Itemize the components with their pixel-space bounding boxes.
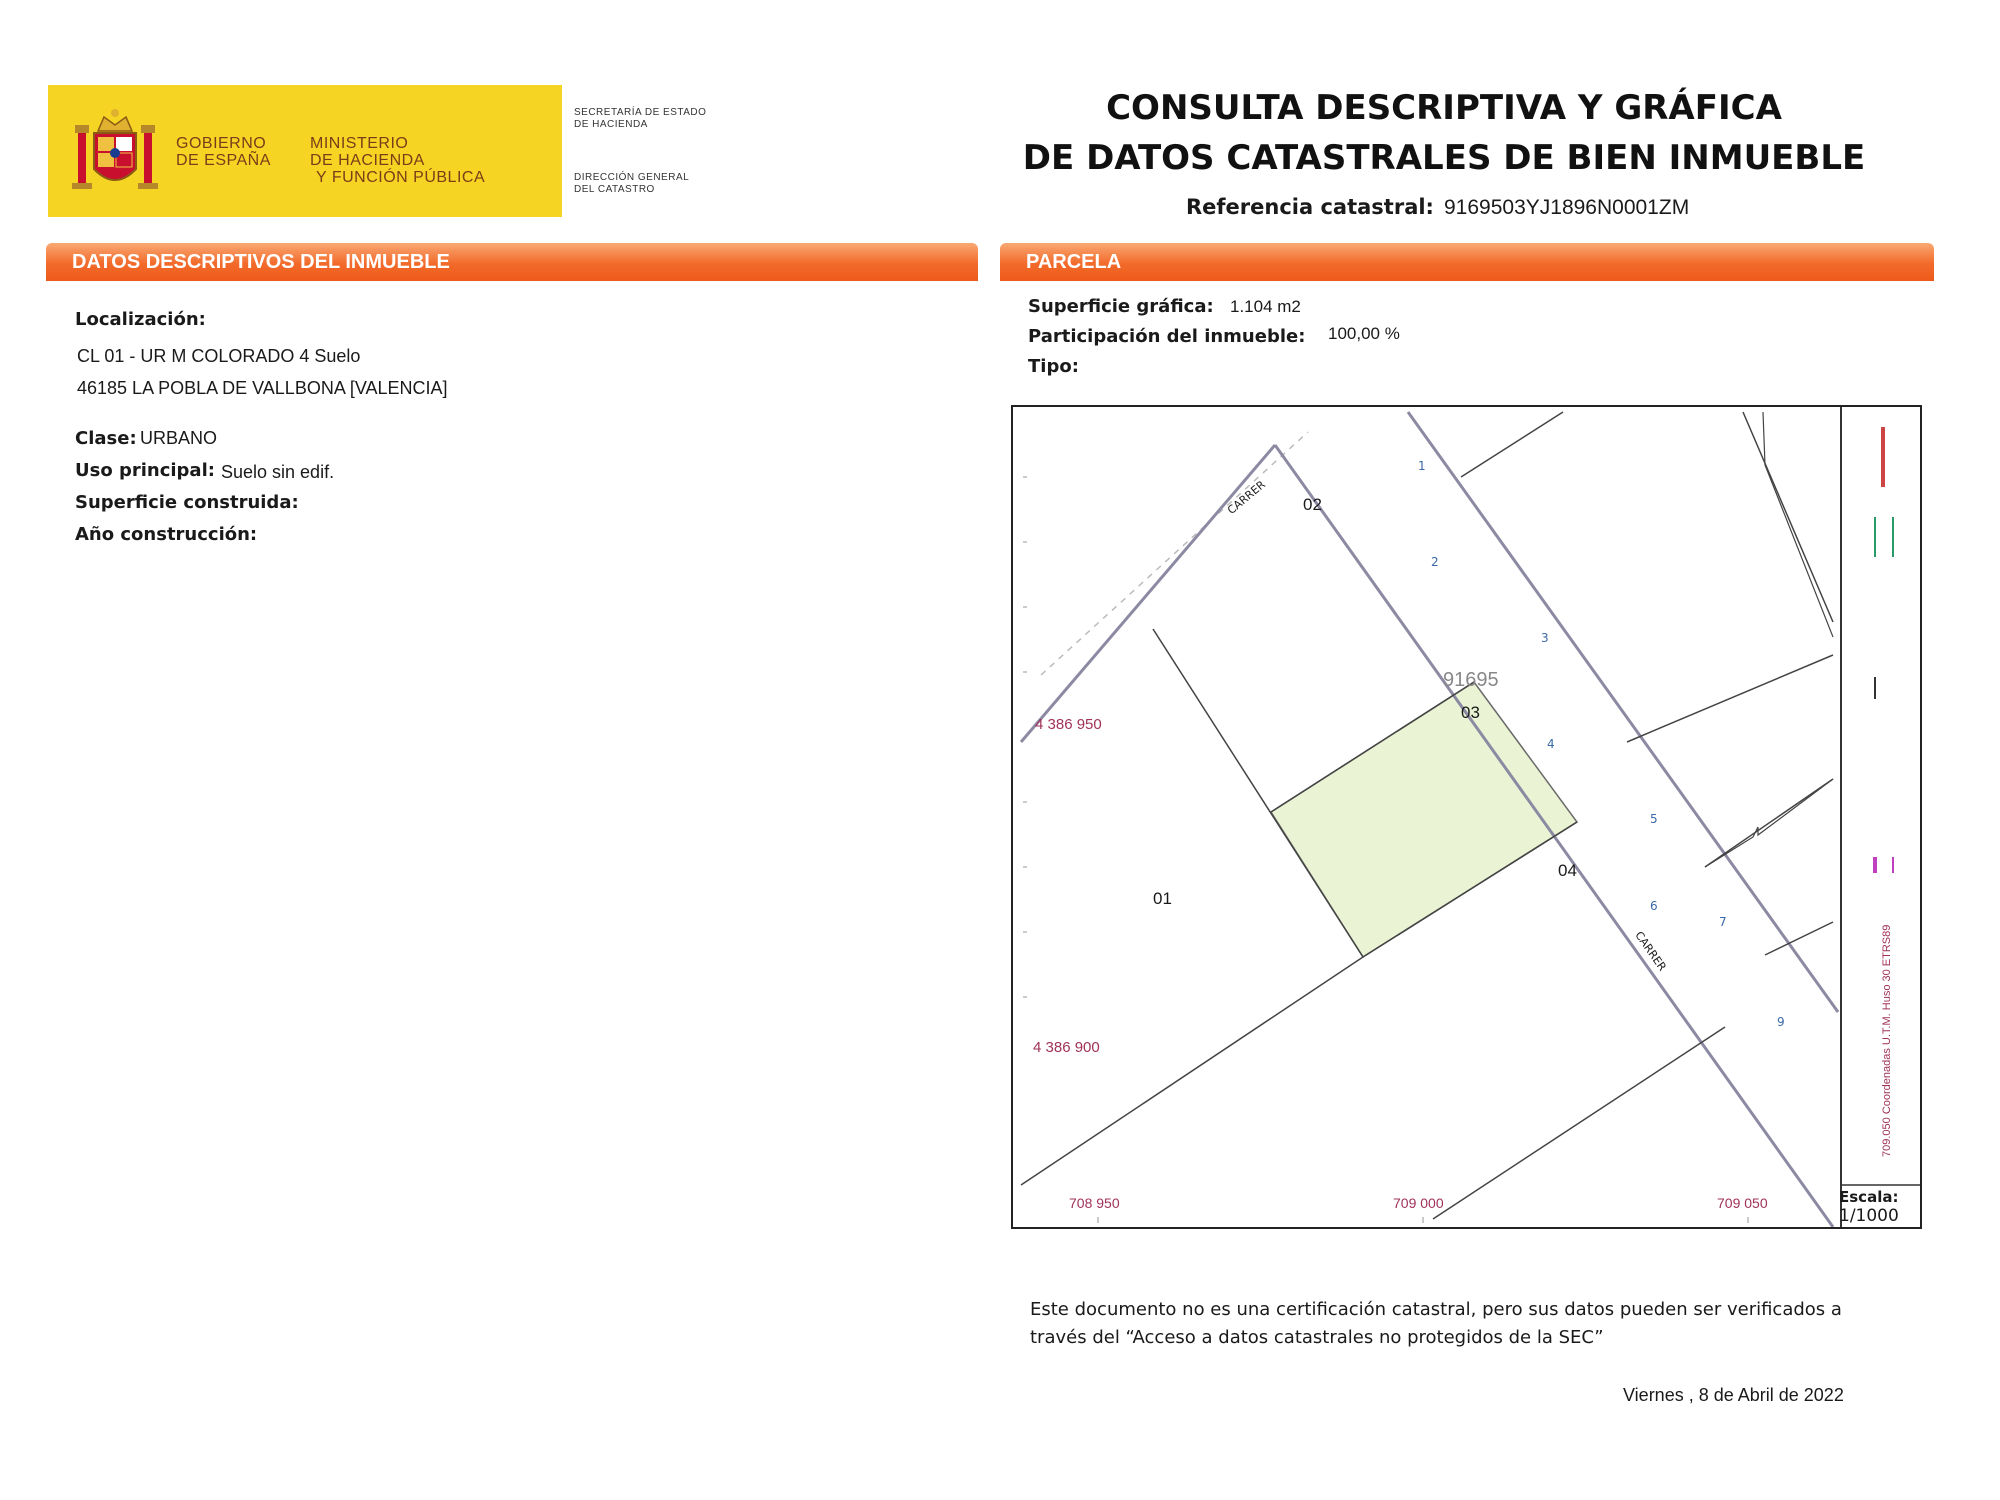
ministry-line3: Y FUNCIÓN PÚBLICA	[316, 169, 486, 186]
tipo-label: Tipo:	[1028, 356, 1079, 377]
legend-coord-text: 709.050 Coordenadas U.T.M. Huso 30 ETRS89	[1881, 924, 1893, 1157]
parcel-line	[1765, 922, 1833, 955]
street-edge-north	[1021, 445, 1275, 742]
scale-value: 1/1000	[1839, 1206, 1899, 1226]
reference-line	[1041, 432, 1308, 675]
participacion-label: Participación del inmueble:	[1028, 326, 1306, 347]
street-number: 3	[1541, 631, 1549, 645]
street-number: 1	[1418, 459, 1426, 473]
descriptive-band-title: DATOS DESCRIPTIVOS DEL INMUEBLE	[72, 251, 450, 273]
parcela-band-title: PARCELA	[1026, 251, 1122, 273]
clase-value: URBANO	[140, 428, 218, 448]
ministry-text	[310, 135, 485, 186]
address-line1: CL 01 - UR M COLORADO 4 Suelo	[77, 346, 361, 366]
street-number: 6	[1650, 899, 1658, 913]
scale-box	[1839, 1188, 1899, 1226]
direccion-text	[574, 172, 689, 196]
parcel-line	[1743, 412, 1833, 622]
uso-value: Suelo sin edif.	[221, 462, 335, 482]
participacion-value: 100,00 %	[1328, 324, 1400, 343]
cadastral-map	[1011, 405, 1922, 1229]
block-id: 91695	[1443, 669, 1499, 691]
map-drawing	[1013, 407, 1920, 1227]
street-label-east: CARRER	[1632, 929, 1669, 974]
street-label-north: CARRER	[1225, 478, 1268, 517]
page-title-line2: DE DATOS CATASTRALES DE BIEN INMUEBLE	[1022, 138, 1866, 178]
superficie-construida-label: Superficie construida:	[75, 492, 299, 513]
parcel-line	[1433, 1027, 1725, 1219]
secretaria-line1: SECRETARÍA DE ESTADO	[574, 107, 707, 118]
ministry-line1: MINISTERIO	[310, 135, 409, 152]
street-number: 5	[1650, 812, 1658, 826]
parcel-line	[1705, 779, 1833, 867]
localizacion-label: Localización:	[75, 309, 206, 330]
ref-label: Referencia catastral:	[1186, 195, 1434, 219]
gov-line2: DE ESPAÑA	[176, 152, 271, 169]
gov-text	[176, 135, 271, 169]
secretaria-text	[574, 107, 706, 131]
legend-marks	[1875, 427, 1893, 873]
parcel-label-03: 03	[1461, 703, 1480, 722]
street-number: 9	[1777, 1015, 1785, 1029]
page-title-line1: CONSULTA DESCRIPTIVA Y GRÁFICA	[1106, 88, 1782, 128]
direccion-line2: DEL CATASTRO	[574, 184, 655, 195]
x-coord-label: 709 000	[1393, 1195, 1444, 1211]
superficie-grafica-label: Superficie gráfica:	[1028, 296, 1214, 317]
x-coord-label: 708 950	[1069, 1195, 1120, 1211]
ministry-line2: DE HACIENDA	[310, 152, 425, 169]
document-date: Viernes , 8 de Abril de 2022	[1623, 1385, 1844, 1405]
address-line2: 46185 LA POBLA DE VALLBONA [VALENCIA]	[77, 378, 448, 398]
parcel-line	[1461, 412, 1563, 477]
descriptive-band	[46, 243, 978, 281]
parcel-line	[1627, 655, 1833, 742]
verification-notice: Este documento no es una certificación catastral, pero sus datos pueden ser verificados a través del “Acceso a datos catastrales no protegidos de la SEC”	[1030, 1299, 1842, 1348]
parcela-band	[1000, 243, 1934, 281]
parcel-03-highlight	[1271, 682, 1577, 957]
parcel-label-02: 02	[1303, 495, 1322, 514]
clase-label: Clase:	[75, 428, 137, 449]
x-coord-label: 709 050	[1717, 1195, 1768, 1211]
parcel-line	[1021, 957, 1363, 1185]
direccion-line1: DIRECCIÓN GENERAL	[574, 172, 690, 183]
parcel-label-04: 04	[1558, 861, 1577, 880]
gov-line1: GOBIERNO	[176, 135, 267, 152]
y-coord-label: 4 386 950	[1035, 716, 1102, 733]
superficie-grafica-value: 1.104 m2	[1230, 297, 1301, 316]
street-number: 4	[1547, 737, 1555, 751]
y-coord-label: 4 386 900	[1033, 1039, 1100, 1056]
street-number: 7	[1719, 915, 1727, 929]
secretaria-line2: DE HACIENDA	[574, 119, 648, 130]
government-logo	[48, 85, 562, 217]
street-number: 2	[1431, 555, 1439, 569]
parcel-line	[1763, 412, 1833, 637]
parcel-label-01: 01	[1153, 889, 1172, 908]
uso-label: Uso principal:	[75, 460, 215, 481]
ref-value: 9169503YJ1896N0001ZM	[1444, 196, 1690, 219]
anio-construccion-label: Año construcción:	[75, 524, 258, 545]
scale-label: Escala:	[1839, 1188, 1899, 1206]
coat-of-arms-icon	[70, 103, 160, 201]
